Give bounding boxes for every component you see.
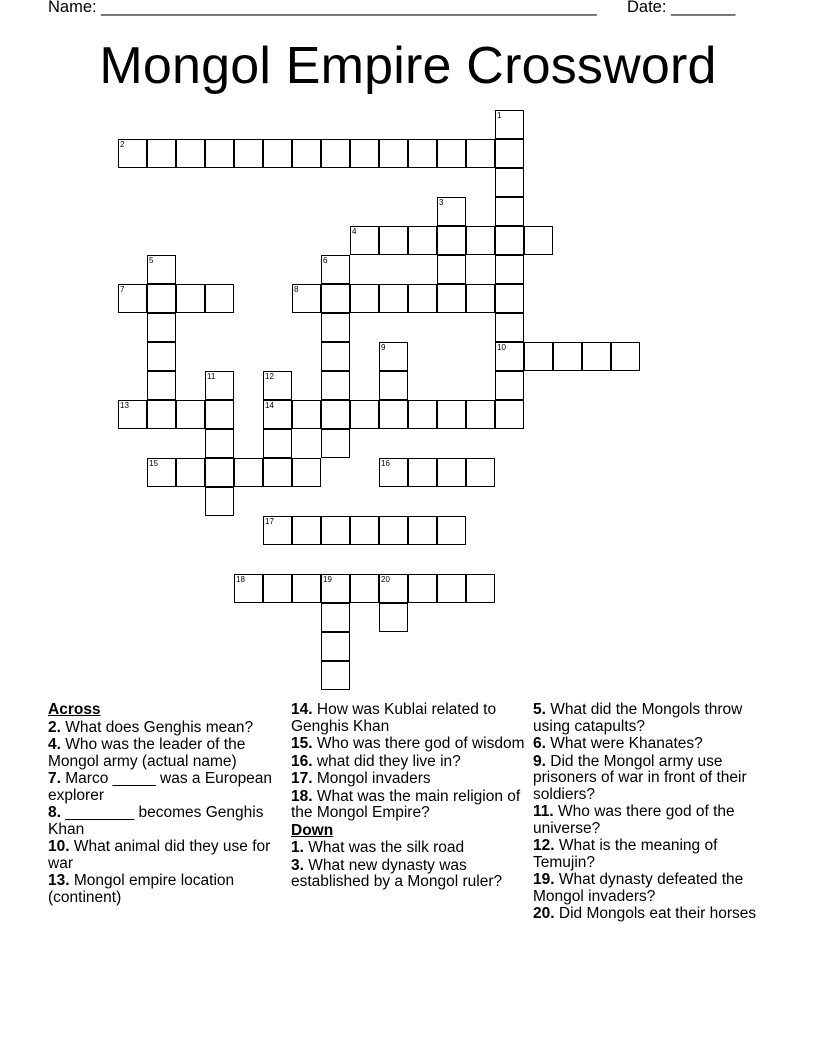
clue-number: 11.: [533, 803, 554, 820]
grid-cell[interactable]: [205, 458, 234, 487]
grid-cell[interactable]: [495, 197, 524, 226]
page-title: Mongol Empire Crossword: [99, 37, 717, 95]
clue-number: 5.: [533, 701, 546, 718]
grid-cell[interactable]: [263, 458, 292, 487]
grid-cell[interactable]: [350, 139, 379, 168]
clue-text: What did the Mongols throw using catapults?: [533, 701, 743, 735]
grid-cell[interactable]: [147, 313, 176, 342]
grid-cell[interactable]: [118, 400, 147, 429]
grid-cell[interactable]: [321, 255, 350, 284]
grid-cell[interactable]: [408, 516, 437, 545]
grid-cell[interactable]: [263, 371, 292, 400]
grid-cell[interactable]: [495, 110, 524, 139]
grid-cell[interactable]: [495, 371, 524, 400]
grid-cell[interactable]: [292, 574, 321, 603]
clue-text: Did Mongols eat their horses: [558, 905, 757, 922]
clue-column-2: [291, 702, 529, 892]
clue-item: [48, 737, 278, 770]
clue-text: What animal did they use for war: [48, 838, 271, 872]
cell-number: 16: [381, 459, 390, 468]
grid-cell[interactable]: [234, 139, 263, 168]
grid-cell[interactable]: [379, 458, 408, 487]
grid-cell[interactable]: [321, 342, 350, 371]
grid-cell[interactable]: [321, 603, 350, 632]
grid-cell[interactable]: [350, 226, 379, 255]
grid-cell[interactable]: [466, 226, 495, 255]
grid-cell[interactable]: [147, 255, 176, 284]
clue-text: what did they live in?: [316, 752, 461, 770]
clue-number: 13.: [48, 872, 70, 889]
grid-cell[interactable]: [205, 400, 234, 429]
clue-text: Who was there god of wisdom: [316, 735, 525, 752]
clue-number: 12.: [533, 837, 555, 854]
clue-number: 7.: [48, 770, 61, 787]
grid-cell[interactable]: [495, 342, 524, 371]
clue-number: 15.: [291, 735, 313, 752]
grid-cell[interactable]: [379, 226, 408, 255]
clue-item: [48, 839, 278, 872]
clue-item: [533, 702, 765, 735]
grid-cell[interactable]: [234, 574, 263, 603]
grid-cell[interactable]: [321, 661, 350, 690]
grid-cell[interactable]: [379, 371, 408, 400]
clue-text: What is the meaning of Temujin?: [533, 837, 718, 871]
grid-cell[interactable]: [292, 516, 321, 545]
clue-text: What dynasty defeated the Mongol invaders?: [533, 871, 744, 905]
grid-cell[interactable]: [176, 139, 205, 168]
grid-cell[interactable]: [147, 371, 176, 400]
clue-text: What new dynasty was established by a Mongol ruler?: [291, 856, 503, 890]
grid-cell[interactable]: [350, 284, 379, 313]
clue-text: How was Kublai related to Genghis Khan: [291, 701, 497, 735]
grid-cell[interactable]: [321, 371, 350, 400]
grid-cell[interactable]: [437, 255, 466, 284]
date-field-label: Date: _______: [627, 0, 736, 16]
cell-number: 1: [497, 111, 502, 120]
clue-item: [48, 873, 278, 906]
clue-item: [48, 720, 278, 737]
name-field-label: Name: ______________________________________________________: [48, 0, 597, 16]
clue-text: Mongol invaders: [316, 770, 431, 787]
cell-number: 14: [265, 401, 274, 410]
grid-cell[interactable]: [466, 458, 495, 487]
grid-cell[interactable]: [408, 139, 437, 168]
grid-cell[interactable]: [292, 458, 321, 487]
cell-number: 17: [265, 517, 274, 526]
grid-cell[interactable]: [205, 139, 234, 168]
grid-cell[interactable]: [379, 342, 408, 371]
clue-item: [533, 736, 765, 753]
grid-cell[interactable]: [292, 284, 321, 313]
cell-number: 18: [236, 575, 245, 584]
grid-cell[interactable]: [379, 139, 408, 168]
clue-number: 18.: [291, 787, 313, 805]
clue-number: 1.: [291, 839, 304, 856]
grid-cell[interactable]: [350, 516, 379, 545]
clue-text: Did the Mongol army use prisoners of war in front of their soldiers?: [533, 752, 747, 803]
clue-number: 10.: [48, 838, 70, 855]
grid-cell[interactable]: [118, 284, 147, 313]
clue-item: [48, 805, 278, 838]
clue-item: [291, 789, 529, 822]
grid-cell[interactable]: [118, 139, 147, 168]
grid-cell[interactable]: [408, 226, 437, 255]
clue-item: [533, 838, 765, 871]
grid-cell[interactable]: [263, 139, 292, 168]
clue-number: 20.: [533, 905, 555, 922]
clue-text: Mongol empire location (continent): [48, 872, 235, 906]
grid-cell[interactable]: [466, 284, 495, 313]
grid-cell[interactable]: [408, 458, 437, 487]
grid-cell[interactable]: [321, 574, 350, 603]
grid-cell[interactable]: [350, 574, 379, 603]
clue-item: [533, 906, 765, 923]
grid-cell[interactable]: [176, 284, 205, 313]
grid-cell[interactable]: [263, 400, 292, 429]
grid-cell[interactable]: [147, 342, 176, 371]
clue-item: [533, 872, 765, 905]
cell-number: 10: [497, 343, 506, 352]
grid-cell[interactable]: [263, 429, 292, 458]
cell-number: 15: [149, 459, 158, 468]
grid-cell[interactable]: [495, 139, 524, 168]
grid-cell[interactable]: [321, 429, 350, 458]
grid-cell[interactable]: [611, 342, 640, 371]
grid-cell[interactable]: [379, 574, 408, 603]
grid-cell[interactable]: [524, 226, 553, 255]
clue-text: ________ becomes Genghis Khan: [48, 804, 264, 838]
grid-cell[interactable]: [379, 400, 408, 429]
cell-number: 3: [439, 198, 444, 207]
clue-number: 19.: [533, 871, 555, 888]
clue-number: 3.: [291, 856, 304, 874]
grid-cell[interactable]: [466, 139, 495, 168]
grid-cell[interactable]: [292, 400, 321, 429]
grid-cell[interactable]: [234, 458, 263, 487]
cell-number: 9: [381, 343, 386, 352]
grid-cell[interactable]: [495, 255, 524, 284]
cell-number: 19: [323, 575, 332, 584]
grid-cell[interactable]: [437, 139, 466, 168]
clue-text: Who was the leader of the Mongol army (actual name): [48, 736, 246, 770]
cell-number: 20: [381, 575, 390, 584]
cell-number: 2: [120, 140, 125, 149]
clue-item: [48, 771, 278, 804]
grid-cell[interactable]: [321, 632, 350, 661]
clue-number: 8.: [48, 804, 61, 821]
grid-cell[interactable]: [437, 458, 466, 487]
clue-number: 9.: [533, 752, 546, 770]
grid-cell[interactable]: [321, 284, 350, 313]
grid-cell[interactable]: [437, 574, 466, 603]
grid-cell[interactable]: [553, 342, 582, 371]
grid-cell[interactable]: [495, 168, 524, 197]
cell-number: 4: [352, 227, 357, 236]
cell-number: 13: [120, 401, 129, 410]
grid-cell[interactable]: [379, 516, 408, 545]
section-heading: Across: [48, 701, 101, 718]
cell-number: 12: [265, 372, 274, 381]
clue-text: What was the main religion of the Mongol Empire?: [291, 787, 521, 821]
clue-item: [291, 771, 529, 788]
grid-cell[interactable]: [495, 400, 524, 429]
grid-cell[interactable]: [205, 429, 234, 458]
cell-number: 8: [294, 285, 299, 294]
grid-cell[interactable]: [437, 197, 466, 226]
clue-number: 4.: [48, 736, 61, 753]
grid-cell[interactable]: [408, 400, 437, 429]
grid-cell[interactable]: [205, 371, 234, 400]
grid-cell[interactable]: [321, 516, 350, 545]
grid-cell[interactable]: [292, 139, 321, 168]
grid-cell[interactable]: [408, 574, 437, 603]
cell-number: 5: [149, 256, 154, 265]
grid-cell[interactable]: [495, 226, 524, 255]
clue-text: Marco _____ was a European explorer: [48, 770, 273, 804]
grid-cell[interactable]: [176, 400, 205, 429]
cell-number: 6: [323, 256, 328, 265]
grid-cell[interactable]: [147, 458, 176, 487]
grid-cell[interactable]: [350, 400, 379, 429]
clue-item: [291, 736, 529, 753]
grid-cell[interactable]: [205, 284, 234, 313]
clue-number: 2.: [48, 718, 61, 736]
grid-cell[interactable]: [466, 574, 495, 603]
clue-item: [533, 754, 765, 804]
clue-number: 14.: [291, 701, 313, 718]
clue-item: [291, 754, 529, 771]
grid-cell[interactable]: [582, 342, 611, 371]
grid-cell[interactable]: [437, 226, 466, 255]
grid-cell[interactable]: [466, 400, 495, 429]
clue-text: What does Genghis mean?: [65, 718, 254, 736]
grid-cell[interactable]: [495, 313, 524, 342]
clue-text: What was the silk road: [308, 839, 465, 856]
clue-text: What were Khanates?: [550, 735, 703, 752]
grid-cell[interactable]: [379, 284, 408, 313]
grid-cell[interactable]: [321, 139, 350, 168]
grid-cell[interactable]: [408, 284, 437, 313]
grid-cell[interactable]: [524, 342, 553, 371]
clue-item: [291, 840, 529, 857]
grid-cell[interactable]: [147, 284, 176, 313]
grid-cell[interactable]: [263, 574, 292, 603]
grid-cell[interactable]: [495, 284, 524, 313]
grid-cell[interactable]: [205, 487, 234, 516]
grid-cell[interactable]: [437, 516, 466, 545]
grid-cell[interactable]: [437, 400, 466, 429]
grid-cell[interactable]: [176, 458, 205, 487]
clue-text: Who was there god of the universe?: [533, 803, 735, 837]
grid-cell[interactable]: [437, 284, 466, 313]
grid-cell[interactable]: [321, 313, 350, 342]
clue-number: 6.: [533, 735, 546, 752]
clue-number: 16.: [291, 752, 313, 770]
clue-item: [533, 804, 765, 837]
grid-cell[interactable]: [321, 400, 350, 429]
grid-cell[interactable]: [263, 516, 292, 545]
cell-number: 11: [207, 372, 216, 381]
grid-cell[interactable]: [379, 603, 408, 632]
clue-item: [291, 702, 529, 735]
clue-column-3: [533, 702, 765, 924]
clue-column-1: [48, 702, 278, 907]
grid-cell[interactable]: [147, 400, 176, 429]
cell-number: 7: [120, 285, 125, 294]
clue-item: [291, 858, 529, 891]
clue-number: 17.: [291, 770, 313, 787]
section-heading: Down: [291, 821, 334, 839]
grid-cell[interactable]: [147, 139, 176, 168]
